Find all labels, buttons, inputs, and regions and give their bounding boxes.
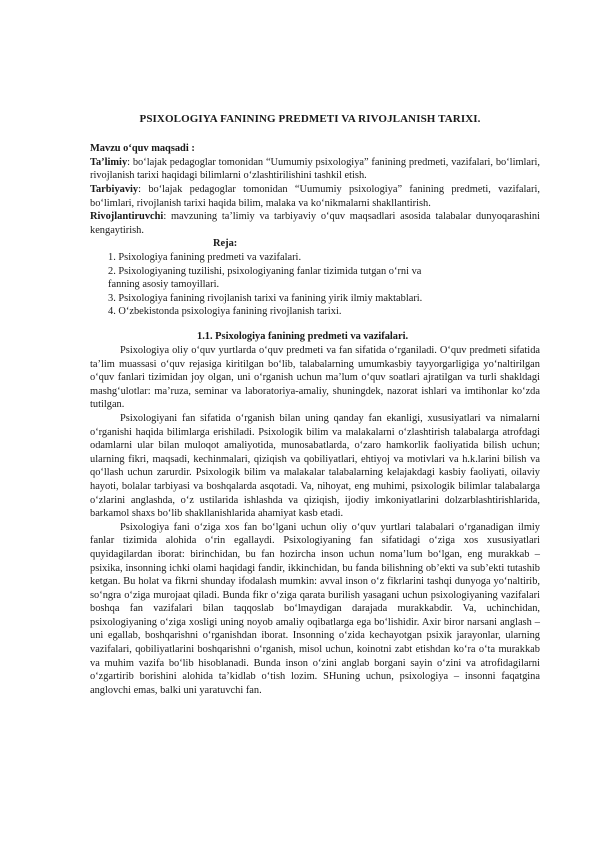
plan-list <box>108 251 548 319</box>
section-heading: 1.1. Psixologiya fanining predmeti va vazifalari. <box>197 331 409 342</box>
plan-item: fanning asosiy tamoyillari. <box>108 279 220 291</box>
paragraph: Psixologiya oliy o‘quv yurtlarda o‘quv predmeti va fan sifatida o‘rganiladi. O‘quv predmeti sifatida ta’lim muassasi o‘quv rejasiga kiritilgan bo‘lib, talabalarning umumkasbiy tayyorgarligiga yo‘naltirilgan o‘quv fanlari tizimidan joy olgan, uni o‘rganish uchun ma’lum o‘quv soatlari ajratilgan va turli shakldagi mashg‘ulotlar: ma’ruza, seminar va laboratoriya-amaliy, shuningdek, nazorat ishlari va imtihonlar ko‘zda tutilgan. <box>90 345 540 411</box>
plan-item: 4. O‘zbekistonda psixologiya fanining rivojlanish tarixi. <box>108 306 342 318</box>
aim-item-tarbiyaviy <box>90 183 540 210</box>
aim-label: Rivojlantiruvchi <box>90 211 164 222</box>
aim-label: Tarbiyaviy <box>90 184 139 195</box>
aim-text: : bo‘lajak pedagoglar tomonidan “Uumumiy psixologiya” fanining predmeti, vazifalari, bo‘limlari, rivojlanish tarixi haqida bilim, malaka va ko‘nikmalarni shakllantirish. <box>90 184 540 209</box>
plan-item: 3. Psixologiya fanining rivojlanish tarixi va fanining yirik ilmiy maktablari. <box>108 292 423 304</box>
plan-heading: Reja: <box>213 238 238 249</box>
section-body <box>90 344 540 697</box>
aims-heading-text: Mavzu o‘quv maqsadi : <box>90 143 195 154</box>
plan-item: 2. Psixologiyaning tuzilishi, psixologiyaning fanlar tizimida tutgan o‘rni va <box>108 265 422 277</box>
aim-text: : bo‘lajak pedagoglar tomonidan “Uumumiy psixologiya” fanining predmeti, vazifalari, bo‘limlari, rivojlanish tarixi haqidagi bilimlarni o‘zlashtirilishini tashkil etish. <box>90 156 540 182</box>
aims-heading <box>90 142 540 156</box>
aim-label: Ta’limiy <box>90 156 128 168</box>
paragraph: Psixologiya fani o‘ziga xos fan bo‘lgani uchun oliy o‘quv yurtlari talabalari o‘rganadigan ilmiy fanlar tizimida alohida o‘rin egallaydi. Psixologiyaning fan sifatidagi o‘ziga xos xususiyatlari quyidagilardan iborat: birinchidan, bu fan hozircha inson uchun noma’lum bo‘lgan, eng murakkab – psixika, insonning ichki olami haqidagi fandir, ikkinchidan, bu fanda bilishning ob’ekti va sub’ekti tutashib ketgan. Bu holat va fikrni shunday ifodalash mumkin: avval inson o‘z fikrlarini tashqi dunyoga yo‘naltirib, so‘ngra o‘ziga murojaat qiladi. Bunda fikr o‘ziga qarata burilish yasagani uchun psixologiyaning vazifalari boshqa fan vazifalari bilan taqqoslab bo‘lmaydigan darajada murakkabdir. Va, uchinchidan, psixologiyaning o‘ziga xosligi uning noyob amaliy oqibatlarga ega bo‘lishidir. Axir biror narsani anglash – uni egallab, boshqarishni o‘rganishdan iborat. Insonning o‘zida kechayotgan psixik jarayonlar, ularning vazifalari, qobiliyatlarini boshqarishni o‘rganish, misol uchun, koinotni zabt etishdan ko‘ra o‘ta murakkab va muhim vazifa bo‘lib hisoblanadi. Bunda inson o‘zini anglab borgani sayin o‘zini va atrofidagilarni o‘zgartirib borishini alohida ta’kidlab o‘tish lozim. SHuning uchun, psixologiya – insonni faqatgina anglovchi emas, balki uni yaratuvchi fan. <box>90 521 540 696</box>
plan-item: 1. Psixologiya fanining predmeti va vazifalari. <box>108 252 302 263</box>
aim-text: : mavzuning ta’limiy va tarbiyaviy o‘quv maqsadlari asosida talabalar dunyoqarashini kengaytirish. <box>90 211 540 236</box>
page-title: PSIXOLOGIYA FANINING PREDMETI VA RIVOJLANISH TARIXI. <box>139 113 481 125</box>
aim-item-rivojlantiruvchi <box>90 210 540 237</box>
paragraph: Psixologiyani fan sifatida o‘rganish bilan uning qanday fan ekanligi, xususiyatlari va nimalarni o‘rganishi haqida bilimlarga erishiladi. Psixologik bilim va malakalarni o‘zlashtirish talabalarga atrofdagi odamlarni ular bilan muloqot amaliyotida, munosabatlarda, o‘zaro hamkorlik faoliyatida bilish uchun; ularning fikri, maqsadi, kechinmalari, qiziqish va qobiliyatlari, ehtiyoj va motivlari va h.k.larini bilish va qo‘llash uchun zarurdir. Psixologik bilim va malakalar talabalarning kelajakdagi kasbiy faoliyati, oilaviy hayoti, bolalar tarbiyasi va boshqalarda asqotadi. Va, nihoyat, eng muhimi, psixologik bilimlar talabalarga o‘zlarini anglashda, o‘z ustilarida ishlashda va qiziqish, ijodiy imkoniyatlarini dolzarblashtirishlarida, barkamol shaxs bo‘lib shakllanishlarida ahamiyat kasb etadi. <box>90 412 540 520</box>
aim-item-talimiy <box>90 156 540 183</box>
